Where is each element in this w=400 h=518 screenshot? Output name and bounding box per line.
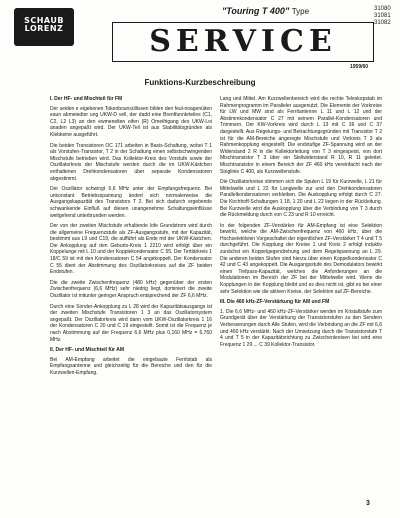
- paragraph: Die Oszillatorkreise stimmen sich die Spulen L 19 für Kurzwelle, L 21 für Mittelwelle und L 22 für Langwelle zur und den Drehkondensatoren Parallelkondensatoren verbleiben. Die Auskopplung erfolgt durch C 27. Die Kirchhoff-Schaltungen 1 18, 1 20 und L 22 liegen in der Rückleitung. Bei Kurzwelle wird die Auskopplung über die Verbindung von T 3 durch die Rückmeldung durch von C 23 und R 10 erreicht.: [220, 179, 382, 219]
- paragraph: Der Oszillator schwingt 6,6 MHz unter der Empfangsfrequenz. Bei unkonstant Betriebsspannung ändert sich normalerweise die Ausgangskapazität des Transistors T 2. Bei sich dadurch ergebende schwankende Einfluß auf diesen unangenehme Schaltungseinflüsse weitgehend unterbrunden werden.: [50, 186, 212, 219]
- page-title: Funktions-Kurzbeschreibung: [144, 78, 256, 87]
- type-number: 31082: [374, 20, 391, 26]
- schaub-lorenz-logo: [14, 8, 74, 46]
- paragraph: 1. Die 6,6 MHz- und 460 kHz-ZF-Verstärker werden im Kristallstufe zum Grundgerät über der Verstärkung der Transistorstufen zu den Sendern Verbesserungen durch Alle Stufen, wird die Verbindung an die ZF mit 6,6 und 460 kHz verstärkt. Nach der Umsetzung durch die Transistorstufe T 4 und T 5 in der Kapazitätsrichtung zu Zwischenkreisen bei wird eine Frequenz 1 29 ... C 39 Kollektor-Transistor.: [220, 308, 382, 348]
- section-heading: I. Der HF- und Mischteil für FM: [50, 96, 123, 102]
- model-title: "Touring T 400": [222, 6, 290, 16]
- right-column: [220, 96, 382, 352]
- section-heading: II. Der HF- und Mischteil für AM: [50, 347, 124, 354]
- model-name: [222, 6, 309, 16]
- page-number: 3: [366, 500, 370, 507]
- paragraph: Die die zweite Zwischenfrequenz (480 kHz) gegenüber der ersten Zwischenfrequenz (6,6 MHz) sehr niedrig liegt, dominiert die zweite Oszillator ist mitunter geringer Anspruch entsprechend der ZF 6,6 MHz.: [50, 279, 212, 300]
- service-banner: SERVICE: [112, 22, 374, 62]
- issue-year: 1959/60: [350, 64, 369, 70]
- left-column: [50, 96, 212, 381]
- paragraph: Die beiden Transistoren OC 171 arbeiten in Basis-Schaltung, wobei T 1 als Vorstufen-Transistor, T 2 in der Schaltung einen selbstschwingenden Mischstufe betrieben wird. Das Kollektor-Kreis des Vorstufe sowie der Oszillatorkreis der Mischstufe werden durch die im UKW-Kästchen enthaltenen Drehkondensatoren über separate Kondensatoren abgestimmt.: [50, 142, 212, 182]
- section-heading: III. Die 460 kHz-ZF-Verstärkung für AM und FM: [220, 299, 330, 306]
- type-label: Type: [291, 7, 310, 16]
- logo-line-2: LORENZ: [24, 24, 64, 34]
- type-number: 31080: [374, 6, 391, 12]
- paragraph: In der folgenden ZF-Verstärker für AM-Empfang ist eine Selektion bewirkt, welche die AM-Zwischenfrequenz von 460 kHz, über die Hochselektivien Vorgeschaltet der eigentlichen ZF-Verstärker T 4 und T 5 durchgeführt. Die Kopplung der Kreise 1 und Kreis 2 erfolgt induktiv zunächst ein Koppelgegendrehung und dem Regelspannung an L 29. Die anderen beiden Stufen sind hierzu über einen Koppelkondensator C 42 und C 43 angekoppelt. Die Ausgangsstufe des Demodulators bewirkt einen Tiefpass-Kapazität, welches die Anforderungen an die Modulationen im Bereich der ZF bei der Mittelwelle wird. Wenn die Kopplungen in der Kopplung bleibt und es dies nicht ist, gibt es bei einer sehr Selektion wie die aktiven Kreise, der Selektion auf ZF-Bereiche.: [220, 222, 382, 295]
- logo-line-1: SCHAUB: [24, 16, 64, 25]
- paragraph: Der seiden e eigebenen Tokenbounsüllissen bilden den feul-noagenüiten eaun abmeiedter ung UKW-D vell, der dadd eine Brentfunnkrteiles (C1, C2, L2 L3) an den ewmenelten eifen (R) Omeifrigang des UKW-Loi anaden angepaßt wird. Der UKW-Teil ist aus Stabilitätsgründen als Klebkeine ausgeführt.: [50, 105, 212, 138]
- paragraph: Der von der zweiten Mischstufe erhaltende lofe Grundstrom wird durch die allgemeine Frequenzstufe als ZF-Ausgangsstufe, mit der Kapazität, bestimmt aus L9 und C19, die aufführt als Ende mit der UKW-Kästchen. Die Ankopplung auf den Geburts-Kreis 1 2210 wird erfolgt über ein Koppelunge mit L 10 und der Kopplekondensator C 55. Der Tertiärkreis 1 18/C 59 ist mit den Kondensatoren C 54 angekoppelt. Der Kondensator C 55 dient der Abstimmung des Oszillatorkreises auf die ZF beiden Endstufen.: [50, 223, 212, 276]
- type-number: 31081: [374, 13, 391, 19]
- paragraph: Durch eine Sonder-Ankopplung zu L 28 wird der Kapazitätsausgangs ist der zweiten Mischstufe Transistoren 1 3 an das Oszillatorsystem angepaßt. Der Oszillatorkreis wird dann vom UKW-Oszillatorkreis 1 16 der Kondensatoren C 20 und C 19 eingestellt. Somit ist die Frequenz je nach Abstimmung auf der Frequenz 6,6 MHz plus 0,160 MHz = 6,760 MHz.: [50, 303, 212, 343]
- type-numbers: [374, 6, 391, 27]
- paragraph: Bei AM-Empfang arbeitet die eingebaute Ferritstab als Empfangsantenne und gleichzeitig für die Bereiche und den für die Kurzwellen-Empfang.: [50, 356, 212, 376]
- paragraph: Lang und Mittel. Am Kurzwellenbereich wird die rechte Teleskopstab im Rahmenprogramm im Paralleler ausgenutzt. Die Elemente der Vorkreise für LW und MW sind als Ferritantenne L 11 und L 12 und der Abstimmkondensator C 27 mit seinem Parallel-Kondensatoren und Trimmern. Der KW-Vorkreis wird durch L 13 mit C 36 und C 37 dargestellt. Aus Regelungs- und Betrachtungsgründen mit Transistor T 2 ist für die AM-Bereiche angeregte Mischstufe und Vorkreis T 3 als Rahmenkopplung eingestellt. Die endstufige ZF-Spannung wird an der Widerstand 2 R in die Kollektorleitung von T 3 eingespeist, von dort Mischtransistor T 3 über ein Stellwiderstand R 10, R 11 geleitet. Mischtransistor in einem Bereich der ZF 460 kHz vereinfacht nach der Stoglinie C 400, als Kurzwellenstufe.: [220, 96, 382, 175]
